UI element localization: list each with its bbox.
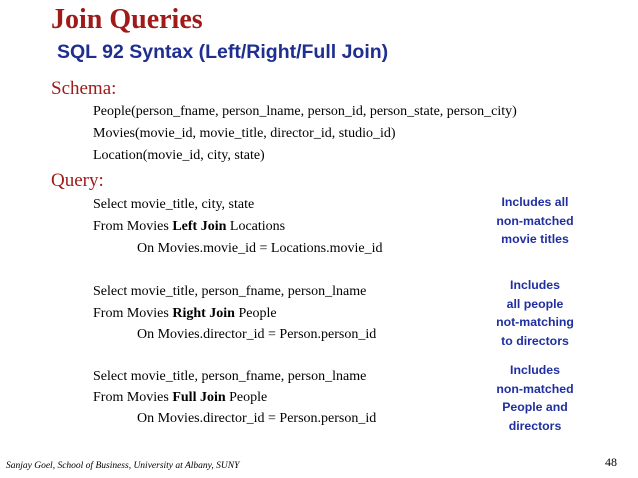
query2-join-keyword: Right Join — [172, 306, 235, 321]
footer-credit: Sanjay Goel, School of Business, University at Albany, SUNY — [6, 461, 240, 471]
schema-line-movies: Movies(movie_id, movie_title, director_id, studio_id) — [93, 126, 396, 141]
slide-subtitle: SQL 92 Syntax (Left/Right/Full Join) — [57, 41, 389, 63]
query3-select: Select movie_title, person_fname, person_lname — [93, 369, 367, 384]
query-heading: Query: — [51, 170, 104, 191]
query3-from: From Movies Full Join People — [93, 390, 268, 405]
query1-on: On Movies.movie_id = Locations.movie_id — [137, 241, 383, 256]
page-number: 48 — [605, 455, 617, 469]
query3-join-keyword: Full Join — [172, 390, 226, 405]
slide-title: Join Queries — [51, 4, 203, 35]
query1-select: Select movie_title, city, state — [93, 197, 255, 212]
query1-note: Includes all non-matched movie titles — [496, 195, 574, 246]
schema-line-people: People(person_fname, person_lname, person_id, person_state, person_city) — [93, 104, 517, 119]
query2-note: Includes all people not-matching to directors — [496, 278, 574, 348]
query3-on: On Movies.director_id = Person.person_id — [137, 411, 377, 426]
schema-heading: Schema: — [51, 78, 117, 99]
query2-select: Select movie_title, person_fname, person_lname — [93, 284, 367, 299]
query1-join-keyword: Left Join — [172, 219, 227, 234]
query2-from: From Movies Right Join People — [93, 306, 277, 321]
query1-from: From Movies Left Join Locations — [93, 219, 286, 234]
query2-on: On Movies.director_id = Person.person_id — [137, 327, 377, 342]
query3-note: Includes non-matched People and directors — [496, 363, 574, 433]
schema-line-location: Location(movie_id, city, state) — [93, 148, 265, 163]
